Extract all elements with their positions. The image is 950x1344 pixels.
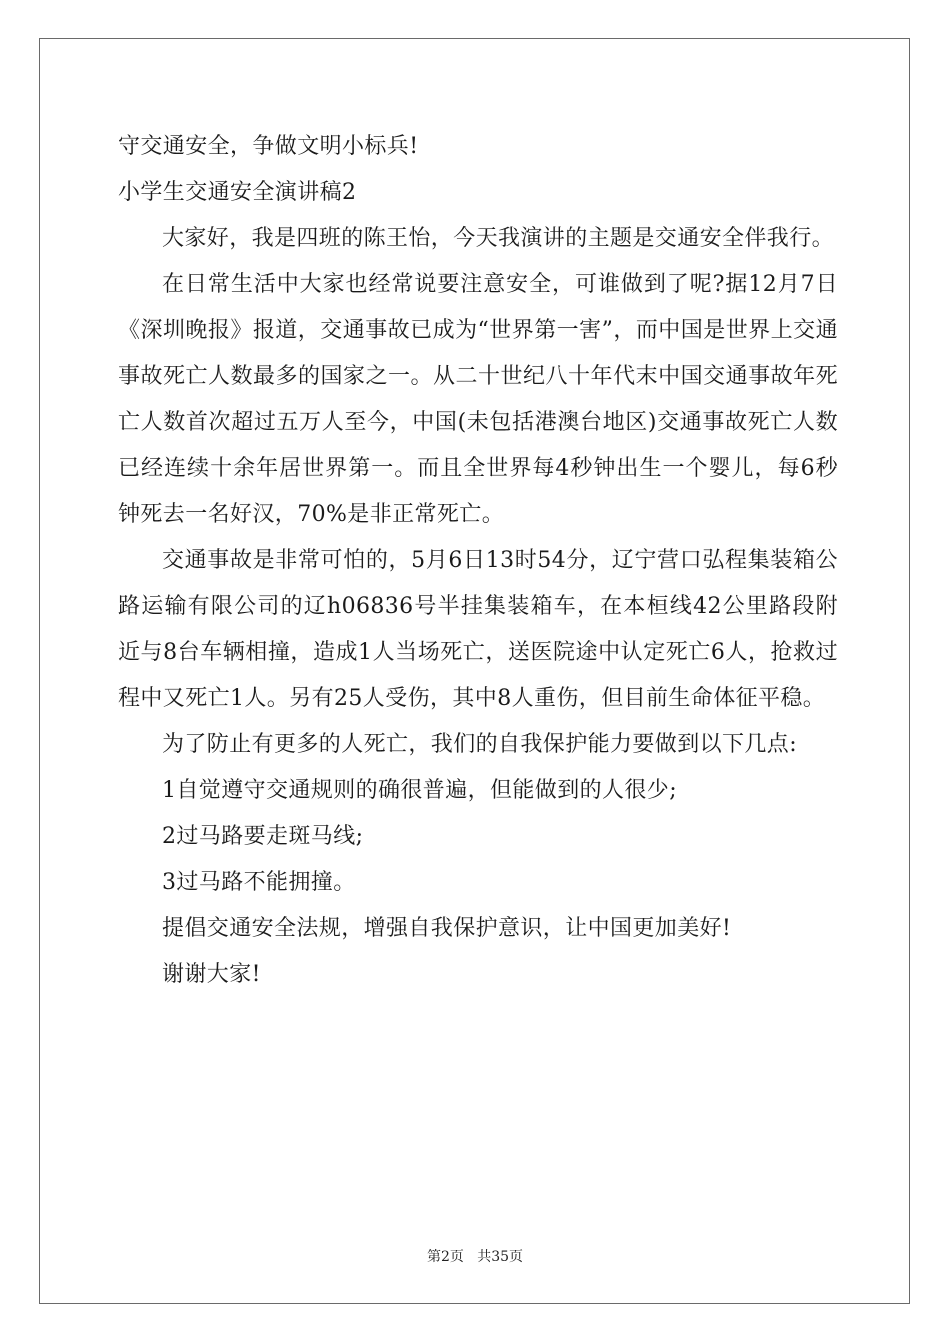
previous-closing-line: 守交通安全，争做文明小标兵! — [118, 134, 419, 159]
list-item: 1自觉遵守交通规则的确很普遍，但能做到的人很少; — [162, 778, 678, 803]
paragraph-greeting: 大家好，我是四班的陈王怡，今天我演讲的主题是交通安全伴我行。 — [162, 226, 835, 251]
page-number-footer: 第2页 共35页 — [426, 1249, 524, 1265]
paragraph-accident: 交通事故是非常可怕的，5月6日13时54分，辽宁营口弘程集装箱公路运输有限公司的辽h06836号半挂集装箱车，在本桓线42公里路段附近与8台车辆相撞，造成1人当场死亡，送医院途中认定死亡6人，抢救过程中又死亡1人。另有25人受伤，其中8人重伤，但目前生命体征平稳。 — [118, 548, 838, 711]
list-item: 3过马路不能拥撞。 — [162, 870, 356, 895]
closing-appeal: 提倡交通安全法规，增强自我保护意识，让中国更加美好! — [162, 916, 732, 941]
speech-title: 小学生交通安全演讲稿2 — [118, 180, 357, 205]
paragraph-statistics: 在日常生活中大家也经常说要注意安全，可谁做到了呢?据12月7日《深圳晚报》报道，交通事故已成为“世界第一害”，而中国是世界上交通事故死亡人数最多的国家之一。从二十世纪八十年代末中国交通事故年死亡人数首次超过五万人至今，中国(未包括港澳台地区)交通事故死亡人数已经连续十余年居世界第一。而且全世界每4秒钟出生一个婴儿，每6秒钟死去一名好汉，70%是非正常死亡。 — [118, 272, 838, 527]
thanks-line: 谢谢大家! — [162, 962, 261, 987]
list-item: 2过马路要走斑马线; — [162, 824, 364, 849]
document-body — [118, 124, 838, 998]
list-intro: 为了防止有更多的人死亡，我们的自我保护能力要做到以下几点: — [162, 732, 798, 757]
